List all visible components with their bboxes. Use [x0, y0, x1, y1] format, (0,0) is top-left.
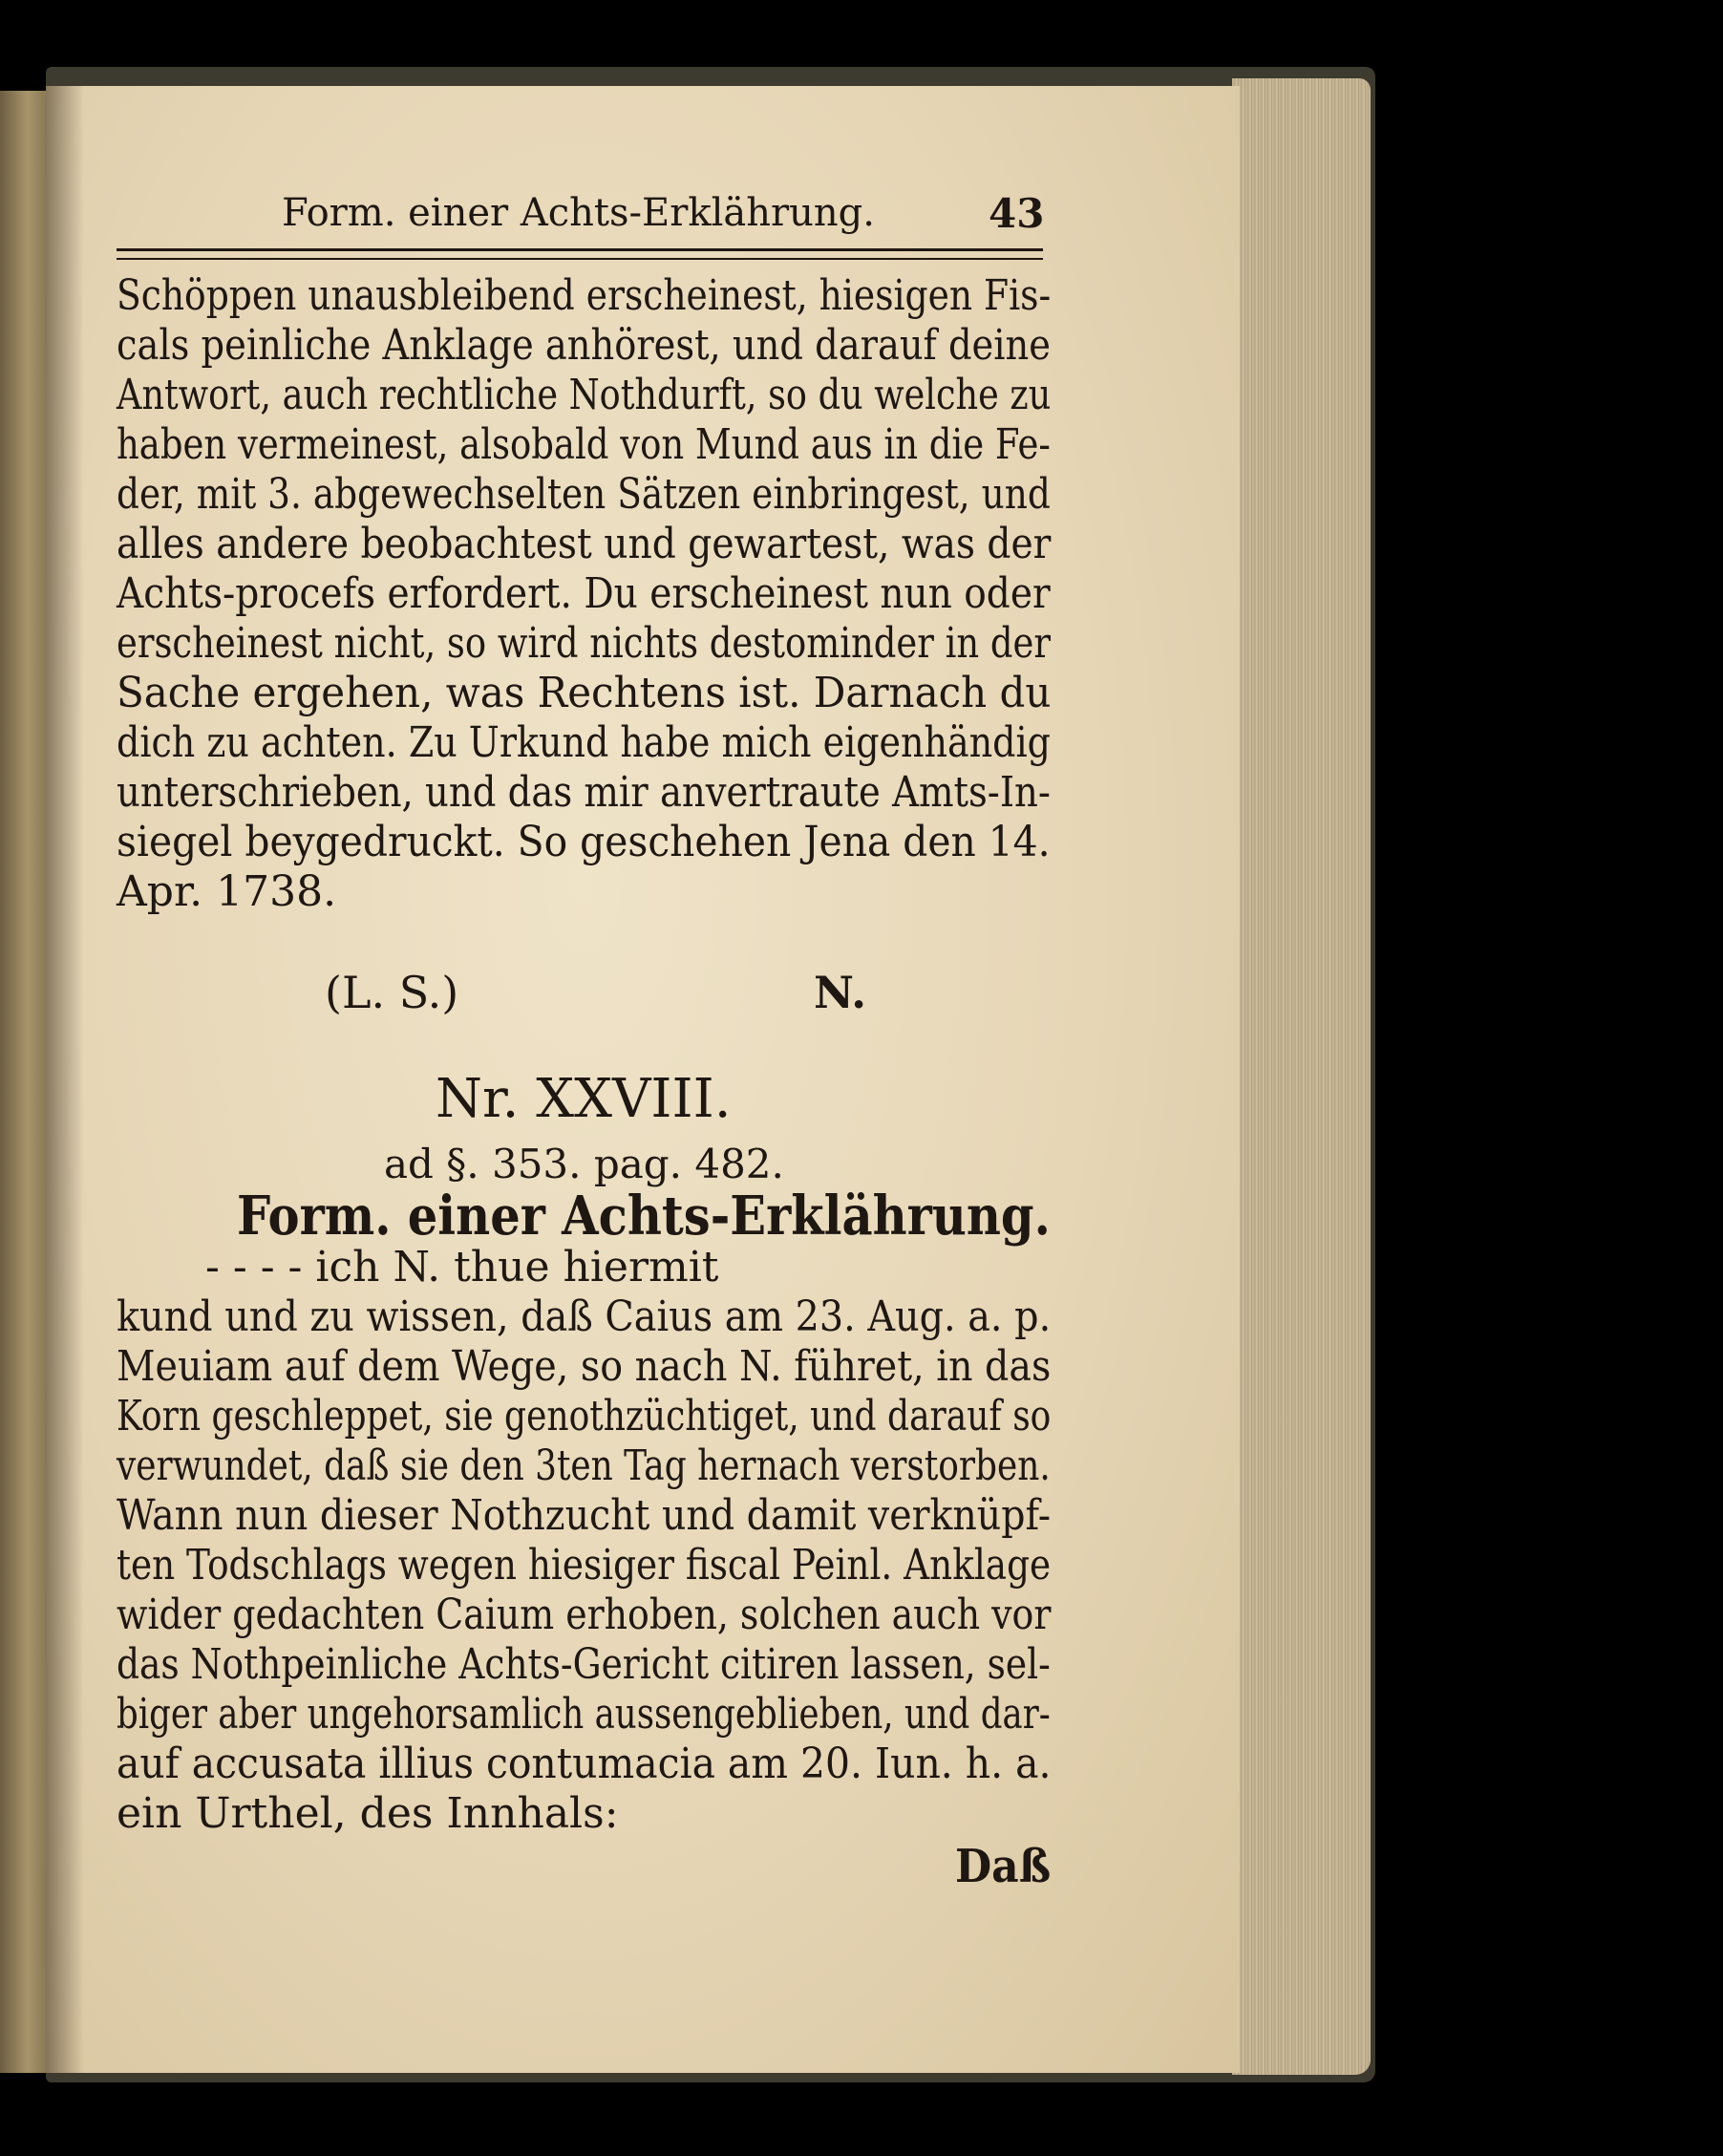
body-line: siegel beygedruckt. So geschehen Jena den 14. [117, 818, 1051, 866]
section-line: Meuiam auf dem Wege, so nach N. führet, in das [117, 1342, 1052, 1391]
section-line: ein Urthel, des Innhals: [117, 1789, 619, 1838]
signatory-name: N. [814, 967, 867, 1018]
body-line: Sache ergehen, was Rechtens ist. Darnach du [117, 669, 1052, 717]
page-gutter-shadow [46, 86, 84, 2073]
running-header: Form. einer Achts-Erklährung. [282, 191, 875, 235]
seal-mark: (L. S.) [325, 967, 459, 1018]
body-line: Apr. 1738. [117, 867, 337, 916]
section-line: das Nothpeinliche Achts-Gericht citiren lassen, sel- [117, 1640, 1051, 1689]
body-line: haben vermeinest, alsobald von Mund aus in die Fe- [117, 420, 1051, 469]
section-line: - - - - ich N. thue hiermit [205, 1243, 719, 1291]
section-line: kund und zu wissen, daß Caius am 23. Aug. a. p. [117, 1292, 1052, 1341]
catchword: Daß [955, 1840, 1052, 1893]
section-line: auf accusata illius contumacia am 20. Iun. h. a. [117, 1740, 1052, 1788]
body-line: Schöppen unausbleibend erscheinest, hiesigen Fis- [117, 271, 1052, 320]
body-line: unterschrieben, und das mir anvertraute Amts-In- [117, 768, 1051, 817]
body-line: alles andere beobachtest und gewartest, was der [117, 520, 1052, 568]
section-line: Korn geschleppet, sie genothzüchtiget, und darauf so [117, 1392, 1052, 1441]
section-number: Nr. XXVIII. [436, 1068, 732, 1130]
body-line: cals peinliche Anklage anhörest, und darauf deine [117, 321, 1051, 370]
section-line: ten Todschlags wegen hiesiger fiscal Peinl. Anklage [117, 1541, 1052, 1590]
body-line: der, mit 3. abgewechselten Sätzen einbringest, und [117, 470, 1051, 519]
body-line: dich zu achten. Zu Urkund habe mich eigenhändig [117, 718, 1052, 767]
section-reference: ad §. 353. pag. 482. [384, 1141, 784, 1187]
section-line: verwundet, daß sie den 3ten Tag hernach verstorben. [117, 1441, 1051, 1490]
page-number: 43 [989, 190, 1045, 237]
body-line: erscheinest nicht, so wird nichts destominder in der [117, 619, 1052, 668]
body-line: Antwort, auch rechtliche Nothdurft, so du welche zu [117, 371, 1052, 419]
section-line: biger aber ungehorsamlich aussengeblieben, und dar- [117, 1690, 1051, 1739]
section-line: Wann nun dieser Nothzucht und damit verknüpf- [117, 1491, 1052, 1540]
adjacent-page-edge [0, 91, 46, 2073]
page-edges [1232, 78, 1371, 2075]
header-rule [117, 248, 1043, 260]
section-title: Form. einer Achts-Erklährung. [237, 1185, 1051, 1248]
body-line: Achts-procefs erfordert. Du erscheinest nun oder [117, 569, 1051, 618]
section-line: wider gedachten Caium erhoben, solchen auch vor [117, 1590, 1052, 1639]
